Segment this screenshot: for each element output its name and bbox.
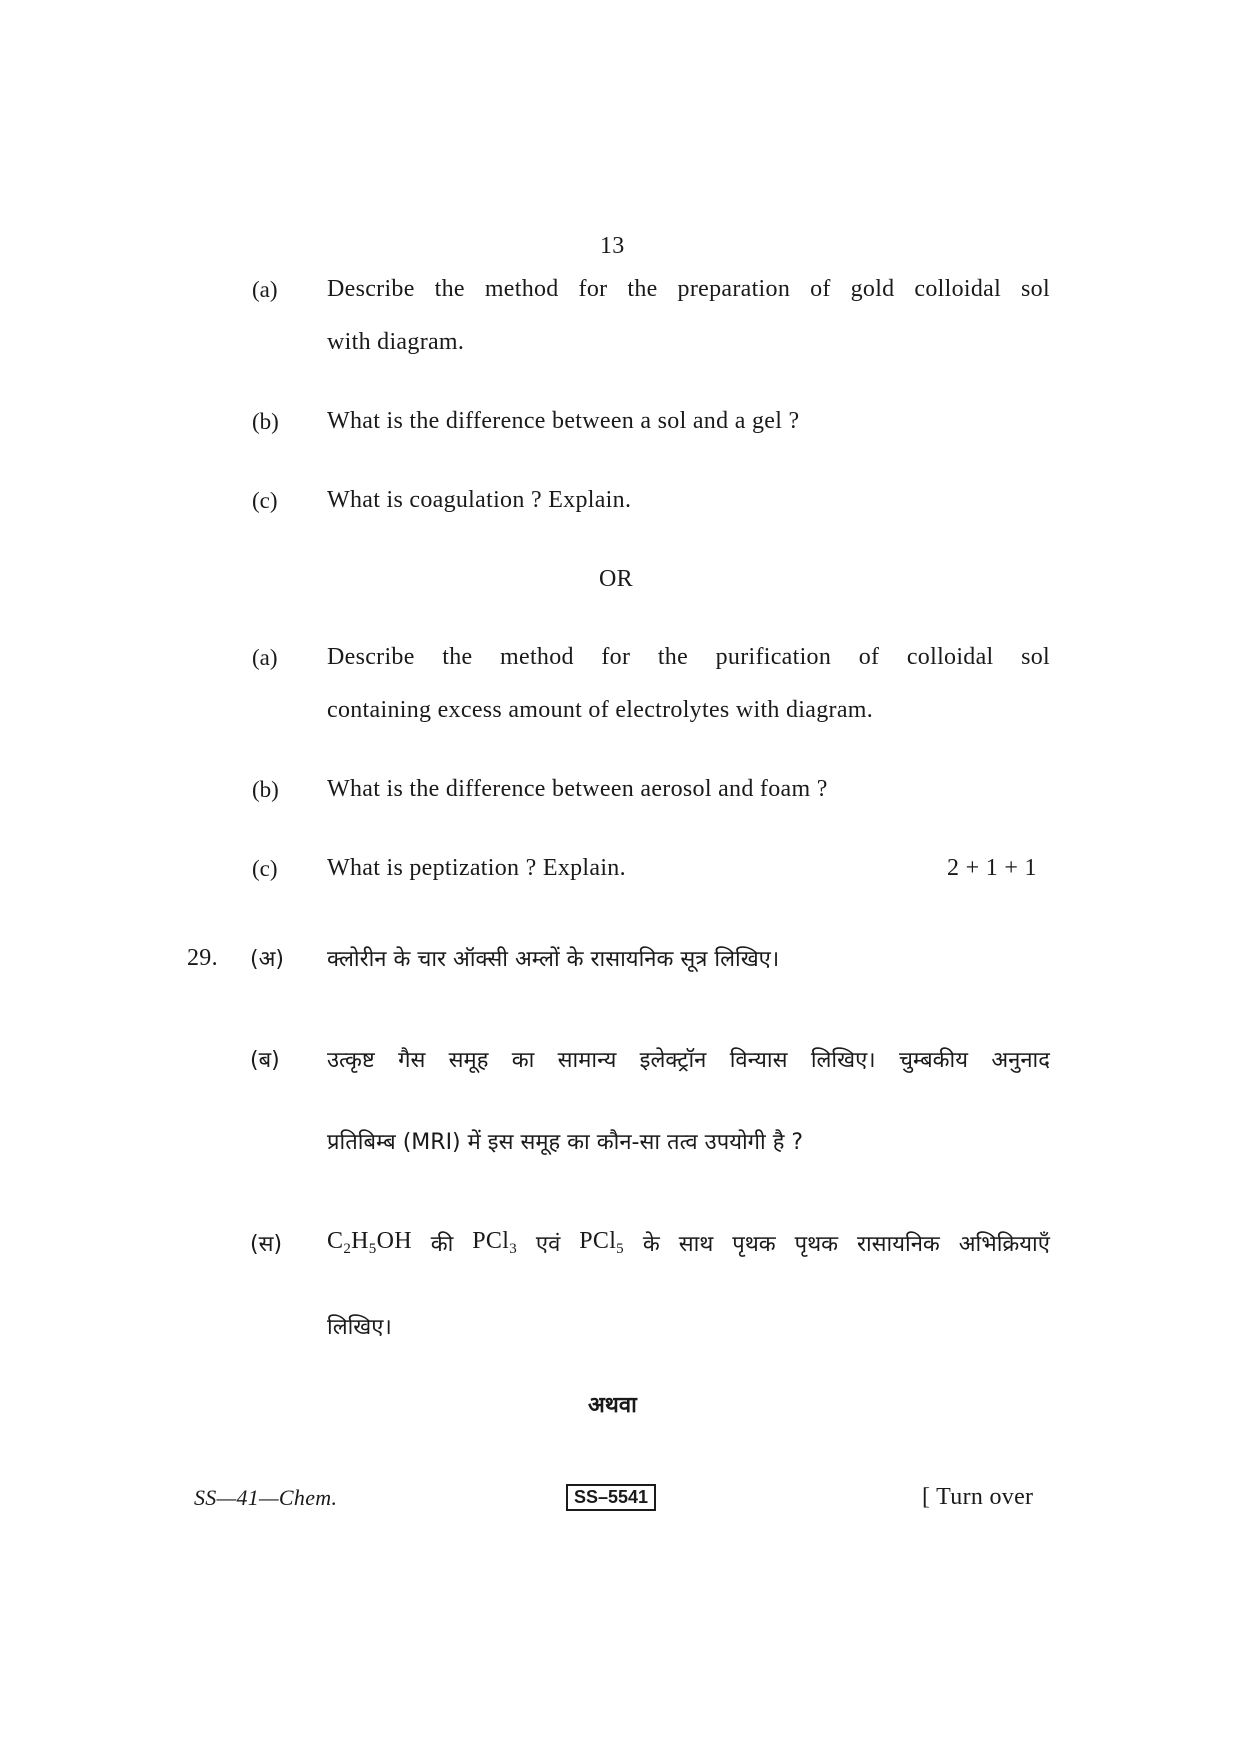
q28-alt-a-word: purification bbox=[715, 644, 832, 670]
q28-alt-c-text: What is peptization ? Explain. bbox=[327, 855, 626, 881]
q29-c-text-line1 bbox=[327, 1228, 1050, 1258]
q28-a-word: the bbox=[627, 276, 658, 302]
word-prithak-2: पृथक bbox=[794, 1232, 839, 1257]
q29-a-label: (अ) bbox=[250, 947, 284, 972]
q29-b-text-line2: प्रतिबिम्ब (MRI) में इस समूह का कौन-सा तत्व उपयोगी है ? bbox=[327, 1130, 804, 1155]
marks: 2 + 1 + 1 bbox=[947, 855, 1037, 881]
q28-alt-a-word: Describe bbox=[327, 644, 415, 670]
q29-number: 29. bbox=[187, 945, 218, 971]
word-saath: साथ bbox=[678, 1232, 714, 1257]
q28-alt-a-word: for bbox=[601, 644, 631, 670]
q28-c-label: (c) bbox=[252, 488, 278, 513]
or-divider: OR bbox=[599, 566, 633, 592]
q29-b-label: (ब) bbox=[250, 1048, 280, 1073]
formula-pcl5: PCl$_5$ bbox=[579, 1228, 624, 1257]
q29-b-word: इलेक्ट्रॉन bbox=[639, 1048, 707, 1073]
q28-alt-a-word: method bbox=[500, 644, 574, 670]
q29-c-text-line2: लिखिए। bbox=[327, 1315, 392, 1340]
q28-alt-a-word: of bbox=[858, 644, 880, 670]
q29-b-word: लिखिए। bbox=[810, 1048, 876, 1073]
q29-c-label: (स) bbox=[250, 1232, 283, 1257]
q29-b-word: सामान्य bbox=[557, 1048, 617, 1073]
athva-divider: अथवा bbox=[588, 1393, 637, 1418]
word-ke: के bbox=[642, 1232, 660, 1257]
word-abhikriyaen: अभिक्रियाएँ bbox=[958, 1232, 1050, 1257]
footer-turn-over: [ Turn over bbox=[922, 1484, 1034, 1510]
q28-a-word: sol bbox=[1021, 276, 1050, 302]
q28-a-word: gold bbox=[850, 276, 895, 302]
q28-a-word: the bbox=[434, 276, 465, 302]
q28-alt-b-label: (b) bbox=[252, 777, 279, 802]
q28-alt-a-word: the bbox=[442, 644, 473, 670]
q29-a-text: क्लोरीन के चार ऑक्सी अम्लों के रासायनिक सूत्र लिखिए। bbox=[327, 947, 780, 972]
q28-alt-a-label: (a) bbox=[252, 645, 278, 670]
q28-a-word: method bbox=[484, 276, 559, 302]
footer-subject: SS—41—Chem. bbox=[194, 1485, 338, 1510]
q28-alt-b-text: What is the difference between aerosol and foam ? bbox=[327, 776, 828, 802]
word-rasayanik: रासायनिक bbox=[856, 1232, 940, 1257]
q29-b-text-line1 bbox=[327, 1044, 1050, 1074]
word-ki: की bbox=[430, 1232, 454, 1257]
q28-a-word: Describe bbox=[327, 276, 415, 302]
footer-paper-code: SS–5541 bbox=[566, 1484, 656, 1511]
q29-b-word: समूह bbox=[448, 1048, 489, 1073]
q28-a-word: preparation bbox=[677, 276, 791, 302]
q29-b-word: का bbox=[511, 1048, 535, 1073]
q28-a-label: (a) bbox=[252, 277, 278, 302]
q28-a-word: for bbox=[578, 276, 608, 302]
q28-c-text: What is coagulation ? Explain. bbox=[327, 487, 632, 513]
q28-b-label: (b) bbox=[252, 409, 279, 434]
q28-alt-a-text-line2: containing excess amount of electrolytes with diagram. bbox=[327, 697, 874, 723]
q29-b-word: गैस bbox=[398, 1048, 426, 1073]
q28-alt-a-word: colloidal bbox=[906, 644, 994, 670]
q29-b-word: चुम्बकीय bbox=[898, 1048, 968, 1073]
q28-a-word: colloidal bbox=[914, 276, 1002, 302]
word-evam: एवं bbox=[535, 1232, 561, 1257]
q28-alt-c-label: (c) bbox=[252, 856, 278, 881]
q28-b-text: What is the difference between a sol and a gel ? bbox=[327, 408, 800, 434]
q28-a-text-line2: with diagram. bbox=[327, 329, 465, 355]
q28-alt-a-text-line1 bbox=[327, 644, 1050, 671]
q28-a-text-line1 bbox=[327, 276, 1050, 303]
q29-b-word: अनुनाद bbox=[991, 1048, 1050, 1073]
word-prithak-1: पृथक bbox=[732, 1232, 776, 1257]
page-number: 13 bbox=[600, 233, 625, 259]
formula-pcl3: PCl$_3$ bbox=[472, 1228, 518, 1257]
formula-ethanol: $C_2H_5OH$ bbox=[327, 1228, 412, 1257]
q28-alt-a-word: the bbox=[657, 644, 689, 670]
q28-alt-a-word: sol bbox=[1021, 644, 1050, 670]
q28-a-word: of bbox=[810, 276, 831, 302]
q29-b-word: उत्कृष्ट bbox=[327, 1048, 375, 1073]
q29-b-word: विन्यास bbox=[729, 1048, 788, 1073]
